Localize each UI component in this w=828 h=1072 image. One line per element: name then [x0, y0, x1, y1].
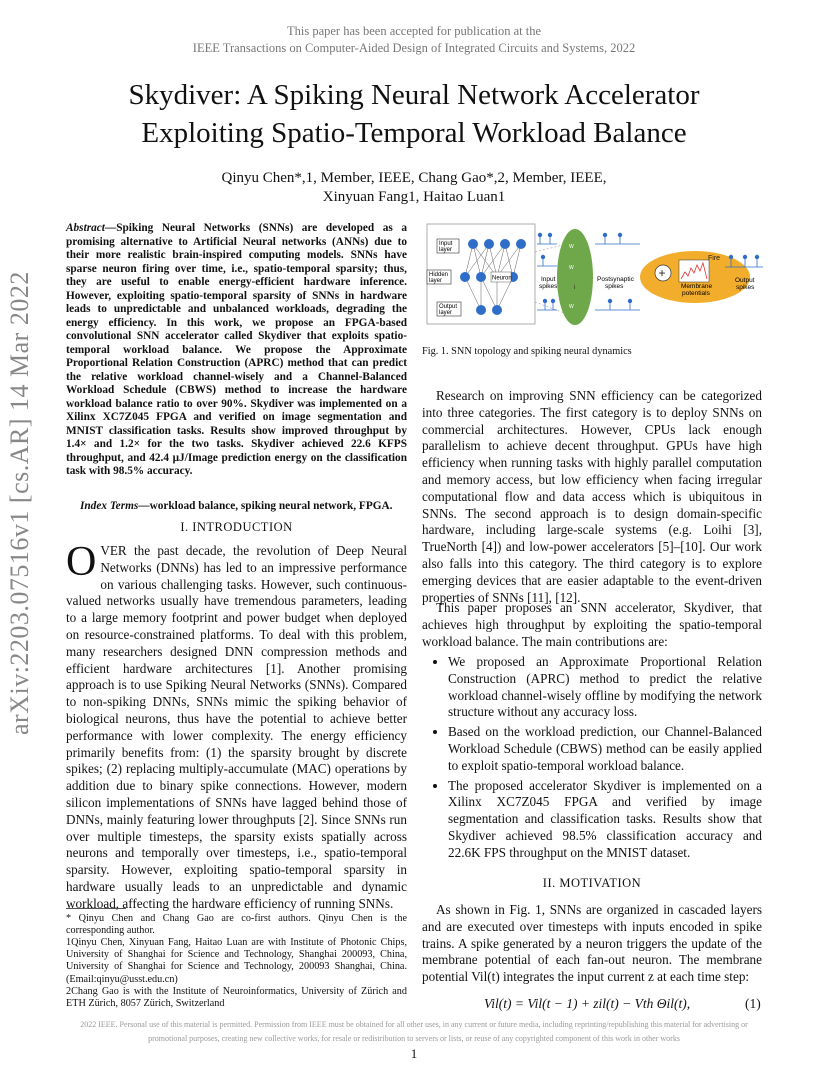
synapse-oval: [557, 229, 593, 325]
label-output-layer-2: layer: [439, 310, 453, 316]
contributions-list: [422, 654, 762, 862]
index-terms-text: —workload balance, spiking neural network, FPGA.: [138, 500, 393, 512]
introduction-text: VER the past decade, the revolution of Deep Neural Networks (DNNs) has led to an impressive performance on various challenging tasks. However, such continuous-valued networks usually have tremendous parameters, leading to a large memory footprint and power budget when deployed on resource-constrained platforms. To deal with this problem, many researchers designed DNN compression methods and efficient hardware architectures [1]. Another promising approach is to use Spiking Neural Networks (SNNs). Compared to non-spiking DNNs, SNNs mimic the spiking behavior of biological neurons, thus have the potential to achieve better performance with lower complexity. The energy efficiency primarily benefits from: (1) the sparsity brought by discrete spikes; (2) replacing multiply-accumulate (MAC) operations by addition due to binary spike connections. However, modern silicon implementations of SNNs have lagged behind those of DNNs, mainly featuring lower throughputs [2]. Since SNNs run over multiple timesteps, the sparsity exists spatially across neurons and temporally over timesteps, i.e., spatio-temporal sparsity. However, exploiting spatio-temporal sparsity in hardware usually leads to an unpredictable and dynamic workload, affecting the hardware efficiency of running SNNs.: [66, 543, 407, 911]
authors-line1: Qinyu Chen*,1, Member, IEEE, Chang Gao*,2, Member, IEEE,: [221, 170, 607, 186]
abstract-label: Abstract: [66, 222, 105, 234]
svg-text:W: W: [569, 244, 574, 250]
paragraph-research-categories: Research on improving SNN efficiency can be categorized into three categories. The first category is to deploy SNNs on commercial architectures. However, CPUs lack enough parallelism to achieve decent throughput. GPUs have high efficiency when running tasks with highly parallel computation and memory access, but low efficiency when facing irregular computational flow and data access which is ubiquitous in SNNs. The second approach is to design domain-specific hardware, including large-scale systems (e.g. Loihi [3], TrueNorth [4]) and low-power accelerators [5]–[10]. Our work also falls into this category. The third category is to explore emerging devices that are easier adaptable to the event-driven properties of SNNs [11], [12].: [422, 388, 762, 605]
input-spike-trains: [537, 233, 557, 310]
label-input-spikes: Input: [541, 276, 556, 283]
synapse-index: i: [574, 285, 576, 291]
summation-sign: +: [658, 266, 666, 280]
contributions-list-container: [422, 654, 762, 865]
paragraph-motivation: As shown in Fig. 1, SNNs are organized in cascaded layers and are executed over timesteps with inputs encoded in spike trains. A spike generated by a neuron triggers the update of the membrane potential of each fan-out neuron. The membrane potential Vil(t) integrates the input current z at each time step:: [422, 902, 762, 985]
label-output-layer: Output: [439, 304, 458, 310]
dropcap-letter: O: [66, 539, 97, 585]
publication-note-line2: IEEE Transactions on Computer-Aided Design of Integrated Circuits and Systems, 2022: [192, 41, 636, 55]
arxiv-identifier: arXiv:2203.07516v1 [cs.AR] 14 Mar 2022: [5, 271, 34, 735]
figure-snn-topology: [425, 222, 765, 332]
label-input-layer: Input: [439, 241, 453, 247]
label-output-spikes: Output: [735, 277, 755, 284]
label-hidden-layer: Hidden: [429, 272, 449, 278]
index-terms-label: Index Terms: [80, 500, 139, 512]
label-input-spikes-2: spikes: [539, 283, 558, 290]
label-neuron: Neuron: [492, 275, 512, 282]
contribution-item: • We proposed an Approximate Proportional Relation Construction (APRC) method to predict the relative workload channel-wisely offline by modifying the network structure without any accuracy loss.: [448, 654, 762, 721]
abstract: [66, 222, 407, 479]
paper-title-line1: Skydiver: A Spiking Neural Network Accelerator: [128, 79, 700, 111]
figure-caption: Fig. 1. SNN topology and spiking neural dynamics: [422, 346, 632, 357]
label-postsynaptic-spikes-2: spikes: [605, 283, 624, 290]
label-output-spikes-2: spikes: [736, 284, 755, 291]
paragraph-contributions-intro: This paper proposes an SNN accelerator, Skydiver, that achieves high throughput by exploiting the spatio-temporal workload balance. The main contributions are:: [422, 600, 762, 649]
equation-membrane-potential: Vil(t) = Vil(t − 1) + zil(t) − Vth Θil(t),: [484, 996, 691, 1011]
membrane-plot: [679, 260, 709, 282]
abstract-text: —Spiking Neural Networks (SNNs) are developed as a promising alternative to Artificial Neural networks (ANNs) due to their more realistic brain-inspired computing models. SNNs have sparse neuron firing over time, i.e., spatio-temporal sparsity; thus, they are useful to enable energy-efficient hardware inference. However, exploiting spatio-temporal sparsity of SNNs in hardware leads to unpredictable and unbalanced workloads, degrading the energy efficiency. In this work, we propose an FPGA-based convolutional SNN accelerator called Skydiver that exploits spatio-temporal workload balance. We propose the Approximate Proportional Relation Construction (APRC) method that can predict the relative workload channel-wisely and a Channel-Balanced Workload Schedule (CBWS) method to increase the hardware workload balance ratio to over 90%. Skydiver was implemented on a Xilinx XC7Z045 FPGA and verified on image segmentation and MNIST classification tasks. Results show improved throughput by 1.4× and 1.2× for the two tasks. Skydiver achieved 22.6 KFPS throughput, and 42.4 μJ/Image prediction energy on the classification task with 98.5% accuracy.: [66, 222, 407, 477]
label-membrane-potentials: Membrane: [681, 283, 713, 290]
label-hidden-layer-2: layer: [429, 278, 443, 284]
section-heading-motivation: II. MOTIVATION: [542, 876, 642, 890]
footnote-affiliation-2: 2Chang Gao is with the Institute of Neuroinformatics, University of Zürich and ETH Zürich, 8057 Zürich, Switzerland: [66, 986, 407, 1010]
authors-line2: Xinyuan Fang1, Haitao Luan1: [322, 189, 506, 205]
footnote-cofirst: * Qinyu Chen and Chang Gao are co-first authors. Qinyu Chen is the corresponding author.: [66, 913, 407, 937]
equation-number: (1): [745, 996, 761, 1011]
contribution-item: • Based on the workload prediction, our Channel-Balanced Workload Schedule (CBWS) method can be easily applied to exploit spatio-temporal workload balance.: [448, 724, 762, 774]
svg-text:W: W: [569, 304, 574, 310]
label-membrane-potentials-2: potentials: [682, 290, 710, 297]
footnote-rule: [66, 908, 126, 909]
contribution-item: • The proposed accelerator Skydiver is implemented on a Xilinx XC7Z045 FPGA and verified by image segmentation and classification tasks. Results show that Skydiver achieved 98.5% classification accuracy and 22.6K FPS throughput on the MNIST dataset.: [448, 778, 762, 862]
svg-text:W: W: [569, 265, 574, 271]
index-terms: [66, 500, 407, 514]
label-postsynaptic-spikes: Postsynaptic: [597, 276, 634, 283]
copyright-notice-line2: promotional purposes, creating new collective works, for resale or redistribution to servers or lists, or reuse of any copyrighted component of this work in other works: [148, 1034, 680, 1043]
label-input-layer-2: layer: [439, 247, 453, 253]
page-number: 1: [410, 1046, 418, 1061]
footnote-affiliation-1: 1Qinyu Chen, Xinyuan Fang, Haitao Luan are with Institute of Photonic Chips, University of Shanghai for Science and Technology, Shanghai 200093, China, University of Shanghai for Science and Technology, 200093 Shanghai, China.(Email:qinyu@usst.edu.cn): [66, 937, 407, 985]
section-heading-introduction: I. INTRODUCTION: [180, 520, 293, 534]
paper-title-line2: Exploiting Spatio-Temporal Workload Balance: [141, 117, 687, 149]
label-fire: Fire: [708, 255, 721, 262]
postsynaptic-spike-trains: [595, 233, 640, 310]
copyright-notice-line1: 2022 IEEE. Personal use of this material is permitted. Permission from IEEE must be obtained for all other uses, in any current or future media, including reprinting/republishing this material for advertising or: [80, 1020, 748, 1029]
introduction-paragraph: [66, 539, 407, 913]
publication-note-line1: This paper has been accepted for publication at the: [286, 24, 542, 38]
